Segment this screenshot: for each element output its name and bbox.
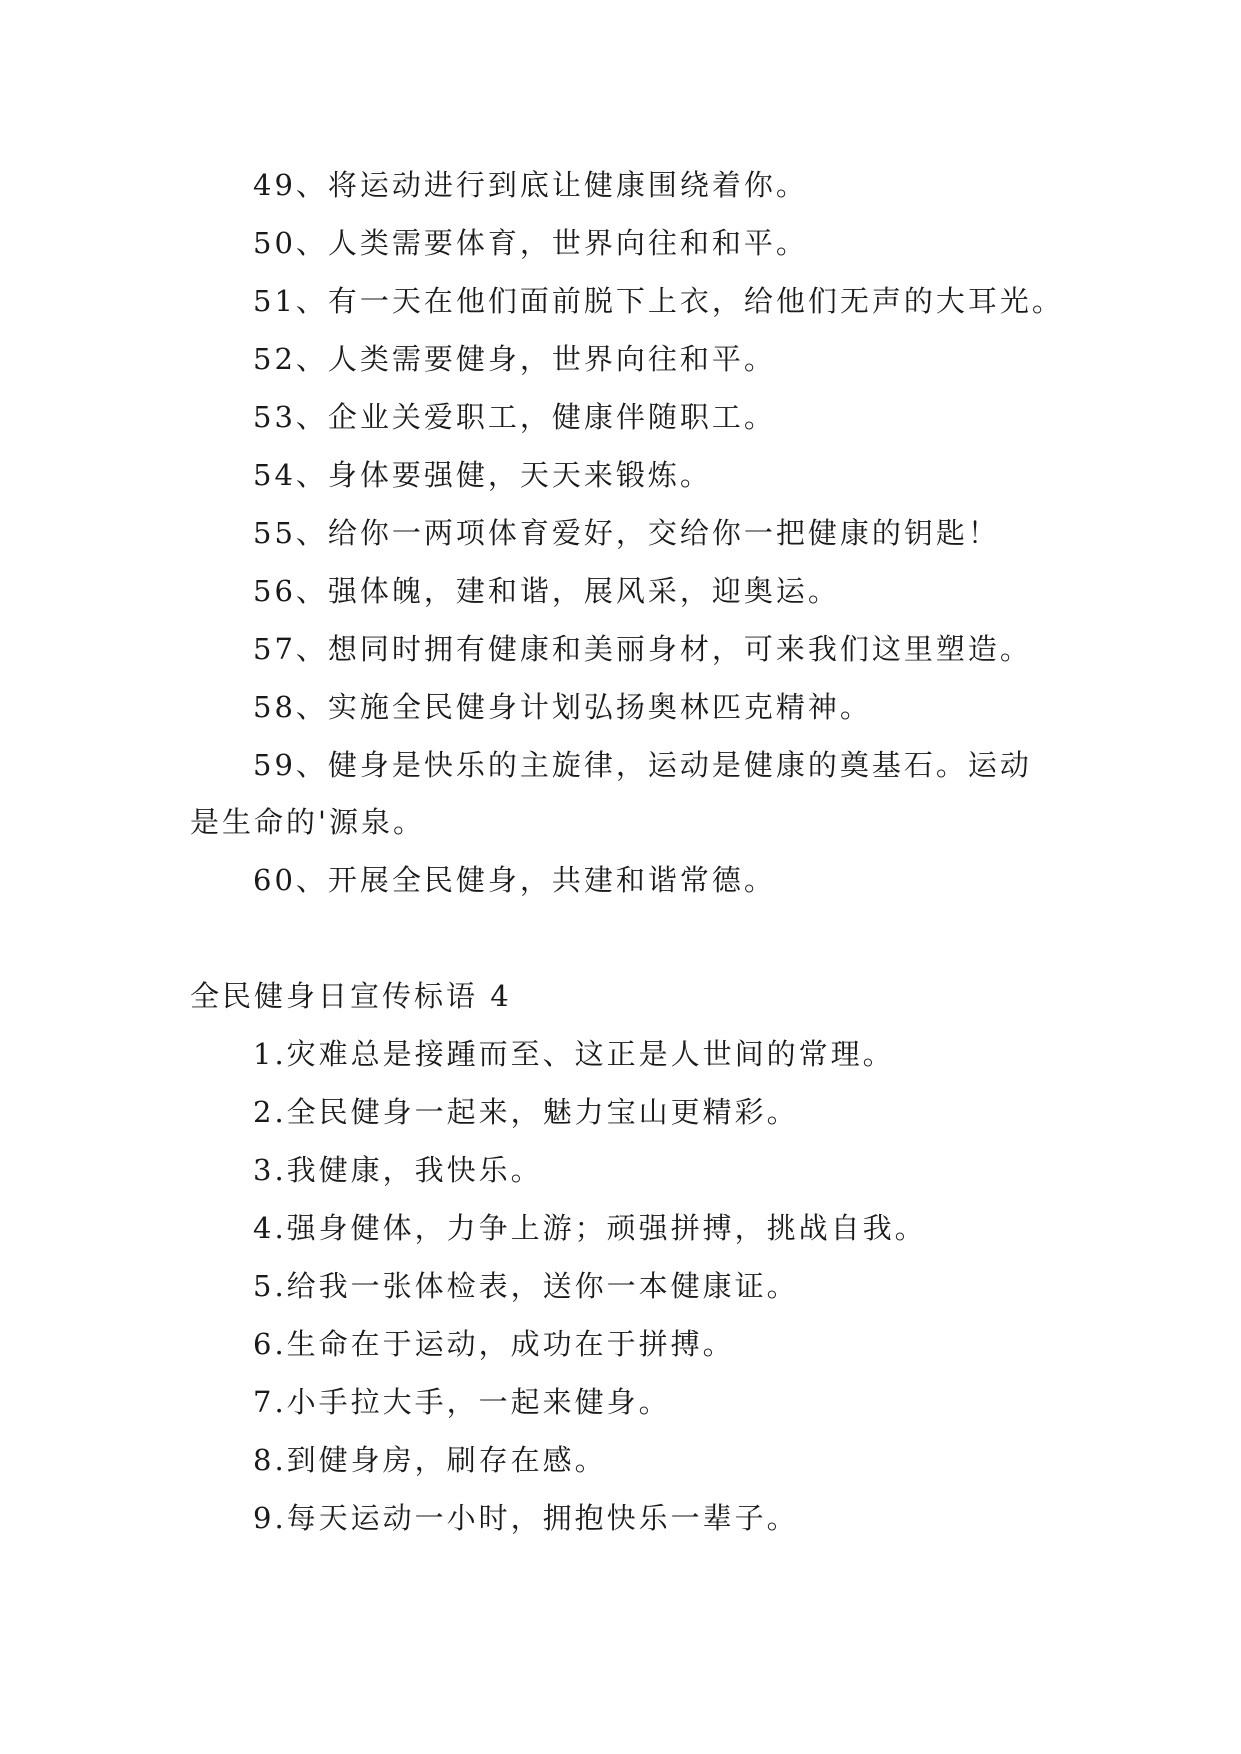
slogan-58: 58、实施全民健身计划弘扬奥林匹克精神。	[253, 690, 872, 724]
section-heading: 全民健身日宣传标语 4	[190, 979, 512, 1013]
slogan-item-9: 9.每天运动一小时，拥抱快乐一辈子。	[253, 1501, 799, 1535]
slogan-60: 60、开展全民健身，共建和谐常德。	[253, 863, 776, 897]
slogan-item-2: 2.全民健身一起来，魅力宝山更精彩。	[253, 1095, 799, 1129]
slogan-54: 54、身体要强健，天天来锻炼。	[253, 458, 712, 492]
slogan-49: 49、将运动进行到底让健康围绕着你。	[253, 168, 808, 202]
slogan-item-4: 4.强身健体，力争上游；顽强拼搏，挑战自我。	[253, 1211, 927, 1245]
slogan-item-5: 5.给我一张体检表，送你一本健康证。	[253, 1269, 799, 1303]
slogan-55: 55、给你一两项体育爱好，交给你一把健康的钥匙！	[253, 516, 1000, 550]
slogan-59: 59、健身是快乐的主旋律，运动是健康的奠基石。运动	[253, 748, 1032, 782]
slogan-item-8: 8.到健身房，刷存在感。	[253, 1443, 607, 1477]
slogan-item-3: 3.我健康，我快乐。	[253, 1153, 543, 1187]
slogan-57: 57、想同时拥有健康和美丽身材，可来我们这里塑造。	[253, 632, 1032, 666]
slogan-56: 56、强体魄，建和谐，展风采，迎奥运。	[253, 574, 840, 608]
slogan-item-6: 6.生命在于运动，成功在于拼搏。	[253, 1327, 735, 1361]
slogan-item-7: 7.小手拉大手，一起来健身。	[253, 1385, 671, 1419]
slogan-50: 50、人类需要体育，世界向往和和平。	[253, 226, 808, 260]
slogan-52: 52、人类需要健身，世界向往和平。	[253, 342, 776, 376]
slogan-53: 53、企业关爱职工，健康伴随职工。	[253, 400, 776, 434]
slogan-51: 51、有一天在他们面前脱下上衣，给他们无声的大耳光。	[253, 284, 1064, 318]
slogan-item-1: 1.灾难总是接踵而至、这正是人世间的常理。	[253, 1037, 895, 1071]
slogan-59-continued: 是生命的'源泉。	[190, 805, 425, 839]
